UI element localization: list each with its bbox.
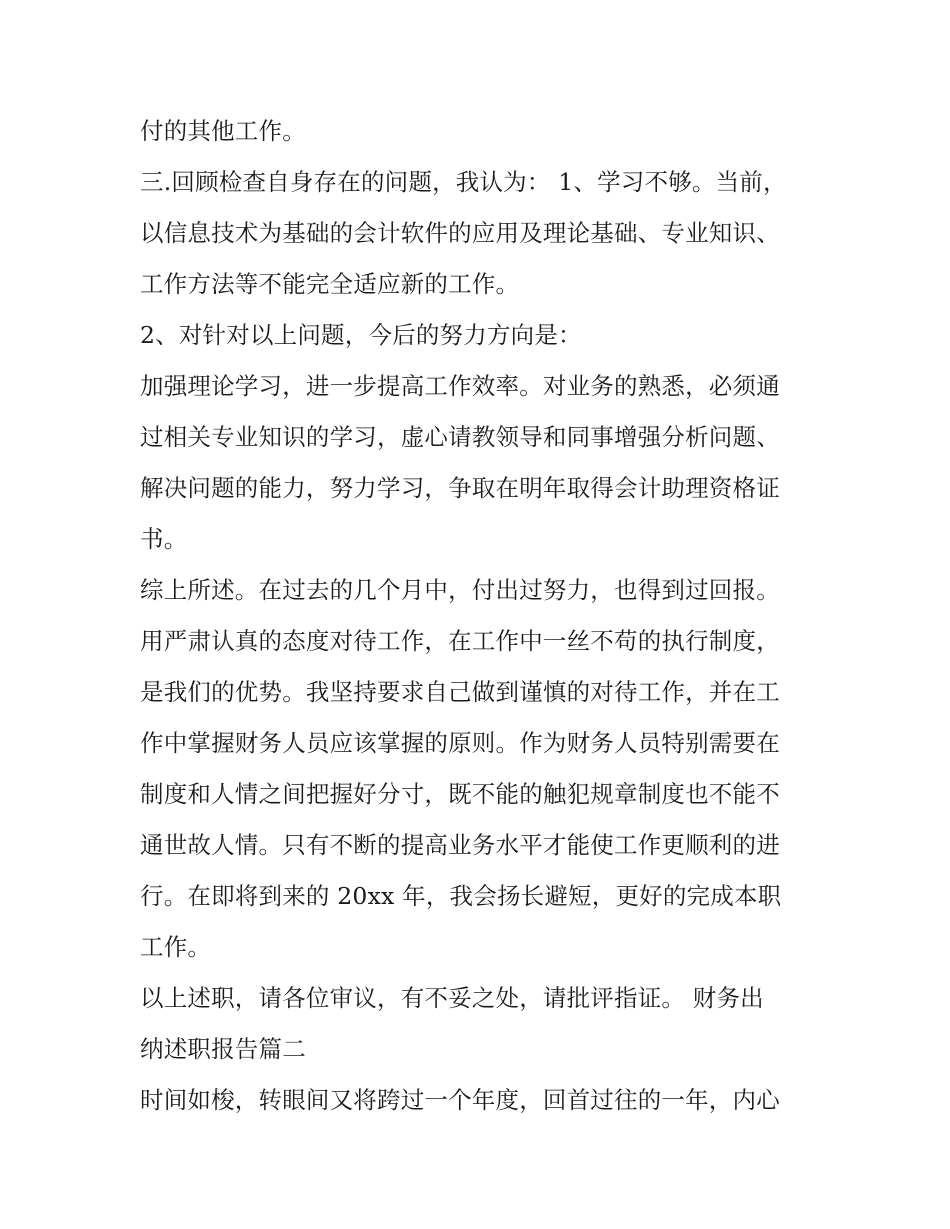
text-line: 书。: [140, 525, 188, 553]
text-line: 以信息技术为基础的会计软件的应用及理论基础、专业知识、: [140, 219, 780, 247]
text-line: 工作。: [140, 933, 212, 961]
text-line: 时间如梭，转眼间又将跨过一个年度，回首过往的一年，内心: [140, 1086, 780, 1114]
text-line: 纳述职报告篇二: [140, 1035, 306, 1063]
text-line: 行。在即将到来的 20xx 年，我会扬长避短，更好的完成本职: [140, 882, 782, 910]
text-line: 用严肃认真的态度对待工作，在工作中一丝不苟的执行制度，: [140, 627, 780, 655]
text-line: 制度和人情之间把握好分寸，既不能的触犯规章制度也不能不: [140, 780, 780, 808]
text-line: 通世故人情。只有不断的提高业务水平才能使工作更顺利的进: [140, 831, 780, 859]
text-line: 作中掌握财务人员应该掌握的原则。作为财务人员特别需要在: [140, 729, 780, 757]
text-line: 以上述职，请各位审议，有不妥之处，请批评指证。 财务出: [140, 984, 764, 1012]
text-line: 2、对针对以上问题，今后的努力方向是：: [140, 321, 582, 349]
text-line: 解决问题的能力，努力学习，争取在明年取得会计助理资格证: [140, 474, 780, 502]
body-text: [140, 106, 830, 1126]
text-line: 加强理论学习，进一步提高工作效率。对业务的熟悉，必须通: [140, 372, 780, 400]
text-line: 工作方法等不能完全适应新的工作。: [140, 270, 520, 298]
text-line: 三.回顾检查自身存在的问题，我认为： 1、学习不够。当前，: [140, 168, 787, 196]
text-line: 综上所述。在过去的几个月中，付出过努力，也得到过回报。: [140, 576, 780, 604]
text-line: 是我们的优势。我坚持要求自己做到谨慎的对待工作，并在工: [140, 678, 780, 706]
text-line: 过相关专业知识的学习，虚心请教领导和同事增强分析问题、: [140, 423, 780, 451]
text-line: 付的其他工作。: [140, 117, 306, 145]
